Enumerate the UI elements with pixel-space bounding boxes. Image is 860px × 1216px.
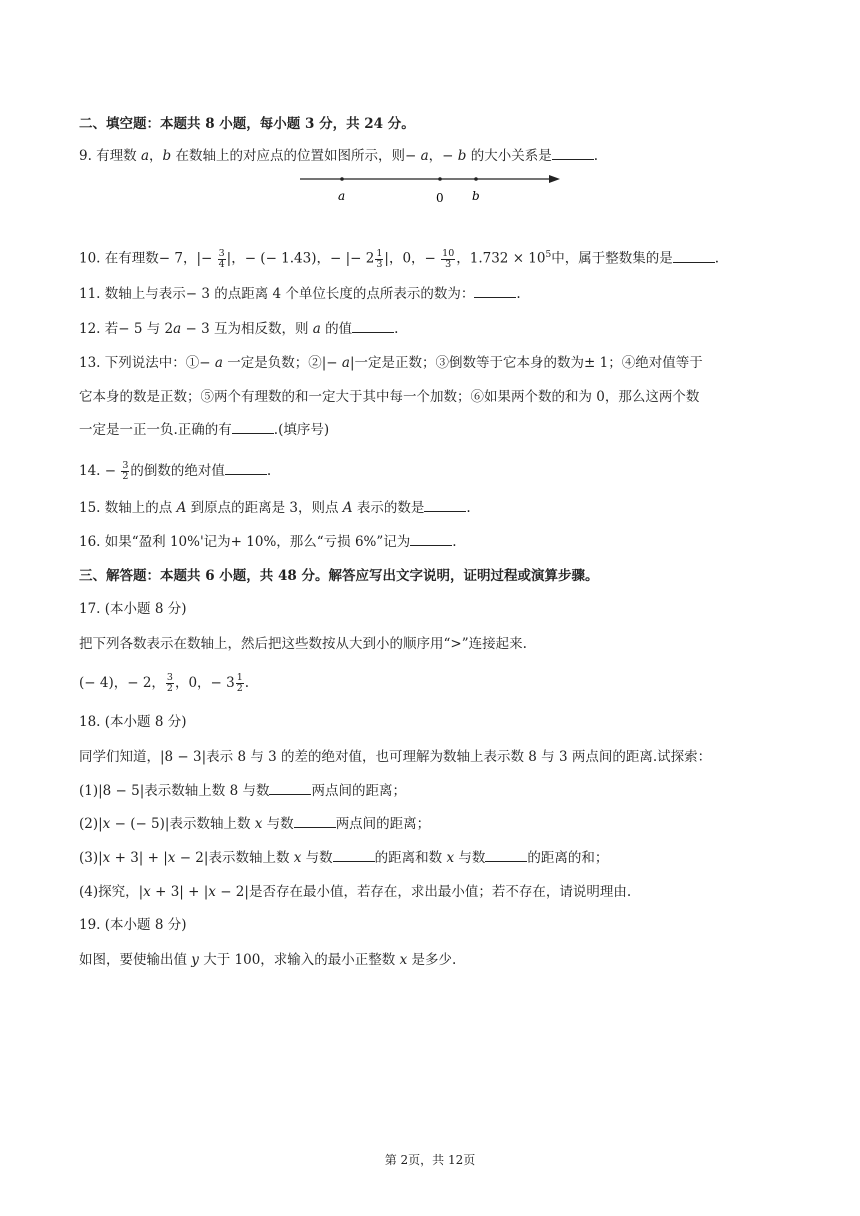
answer-blank: [673, 250, 715, 263]
arrow-head-icon: [549, 175, 560, 183]
question-10: 10. 在有理数− 7，|− $\frac{3}{4}$ |，− (− 1.43)，− |− 2 $\frac{1}{3}$ |，0，− $\frac{10}{3}$ ，$1.732 \times 10^5$中，属于整数集的是 .: [79, 247, 720, 270]
label-zero: 0: [436, 191, 444, 205]
question-13-line-2: 它本身的数是正数；⑤两个有理数的和一定大于其中每一个加数；⑥如果两个数的和为 0，那么这两个数: [79, 389, 700, 405]
fraction: $\frac{3}{2}$: [166, 672, 173, 694]
question-13-line-1: 13. 下列说法中：①− a 一定是负数；②|− a|一定是正数；③倒数等于它本身的数为± 1；④绝对值等于: [79, 355, 703, 371]
question-19-title: 19. (本小题 8 分): [79, 917, 187, 933]
question-12: 12. 若− 5 与 2a − 3 互为相反数，则 a 的值 .: [79, 321, 399, 337]
point-b: [474, 177, 478, 181]
question-18-intro: 同学们知道，|8 − 3|表示 8 与 3 的差的绝对值，也可理解为数轴上表示数 8 与 3 两点间的距离.试探索：: [79, 749, 712, 765]
label-a: a: [338, 189, 346, 203]
answer-blank: [333, 849, 375, 862]
question-16: 16. 如果“盈利 10%'记为+ 10%，那么“亏损 6%”记为 .: [79, 534, 457, 550]
answer-blank: [232, 421, 274, 434]
question-18-part-2: (2)|x − (− 5)|表示数轴上数 x 与数 两点间的距离；: [79, 816, 431, 832]
question-9: 9. 有理数 a，b 在数轴上的对应点的位置如图所示，则− a，− b 的大小关系是 .: [79, 148, 599, 164]
answer-blank: [294, 815, 336, 828]
answer-blank: [474, 285, 516, 298]
section-2-heading: 二、填空题：本题共 8 小题，每小题 3 分，共 24 分。: [79, 116, 415, 132]
label-b: b: [472, 189, 480, 203]
question-15: 15. 数轴上的点 A 到原点的距离是 3，则点 A 表示的数是 .: [79, 500, 471, 516]
fraction: $\frac{1}{3}$: [376, 247, 383, 270]
question-11: 11. 数轴上与表示− 3 的点距离 4 个单位长度的点所表示的数为： .: [79, 286, 521, 302]
question-18-part-3: (3)|x + 3| + |x − 2|表示数轴上数 x 与数 的距离和数 x 与数 的距离的和；: [79, 850, 609, 866]
question-17-title: 17. (本小题 8 分): [79, 601, 187, 617]
question-17-text: 把下列各数表示在数轴上，然后把这些数按从大到小的顺序用“>”连接起来.: [79, 636, 527, 652]
question-18-part-1: (1)|8 − 5|表示数轴上数 8 与数 两点间的距离；: [79, 783, 406, 799]
question-19-text: 如图，要使输出值 y 大于 100，求输入的最小正整数 x 是多少.: [79, 952, 457, 968]
answer-blank: [552, 147, 594, 160]
answer-blank: [225, 462, 267, 475]
answer-blank: [485, 849, 527, 862]
point-zero: [438, 177, 442, 181]
fraction: $\frac{1}{2}$: [236, 672, 243, 694]
answer-blank: [410, 533, 452, 546]
answer-blank: [269, 782, 311, 795]
answer-blank: [424, 499, 466, 512]
fraction: $\frac{3}{4}$: [218, 247, 225, 270]
number-line-figure: [296, 168, 566, 208]
page-footer: 第 2页，共 12页: [384, 1153, 476, 1167]
fraction: $\frac{10}{3}$: [442, 247, 455, 270]
answer-blank: [352, 320, 394, 333]
question-18-part-4: (4)探究，|x + 3| + |x − 2|是否存在最小值，若存在，求出最小值；若不存在，请说明理由.: [79, 884, 632, 900]
question-17-numbers: (− 4)，− 2， $\frac{3}{2}$ ，0，− 3 $\frac{1}{2}$ .: [79, 672, 250, 694]
section-3-heading: 三、解答题：本题共 6 小题，共 48 分。解答应写出文字说明，证明过程或演算步骤。: [79, 568, 599, 584]
fraction: $\frac{3}{2}$: [122, 460, 129, 482]
question-13-line-3: 一定是一正一负.正确的有 .(填序号): [79, 422, 330, 438]
question-14: 14. − $\frac{3}{2}$ 的倒数的绝对值 .: [79, 460, 272, 482]
point-a: [340, 177, 344, 181]
question-18-title: 18. (本小题 8 分): [79, 714, 187, 730]
